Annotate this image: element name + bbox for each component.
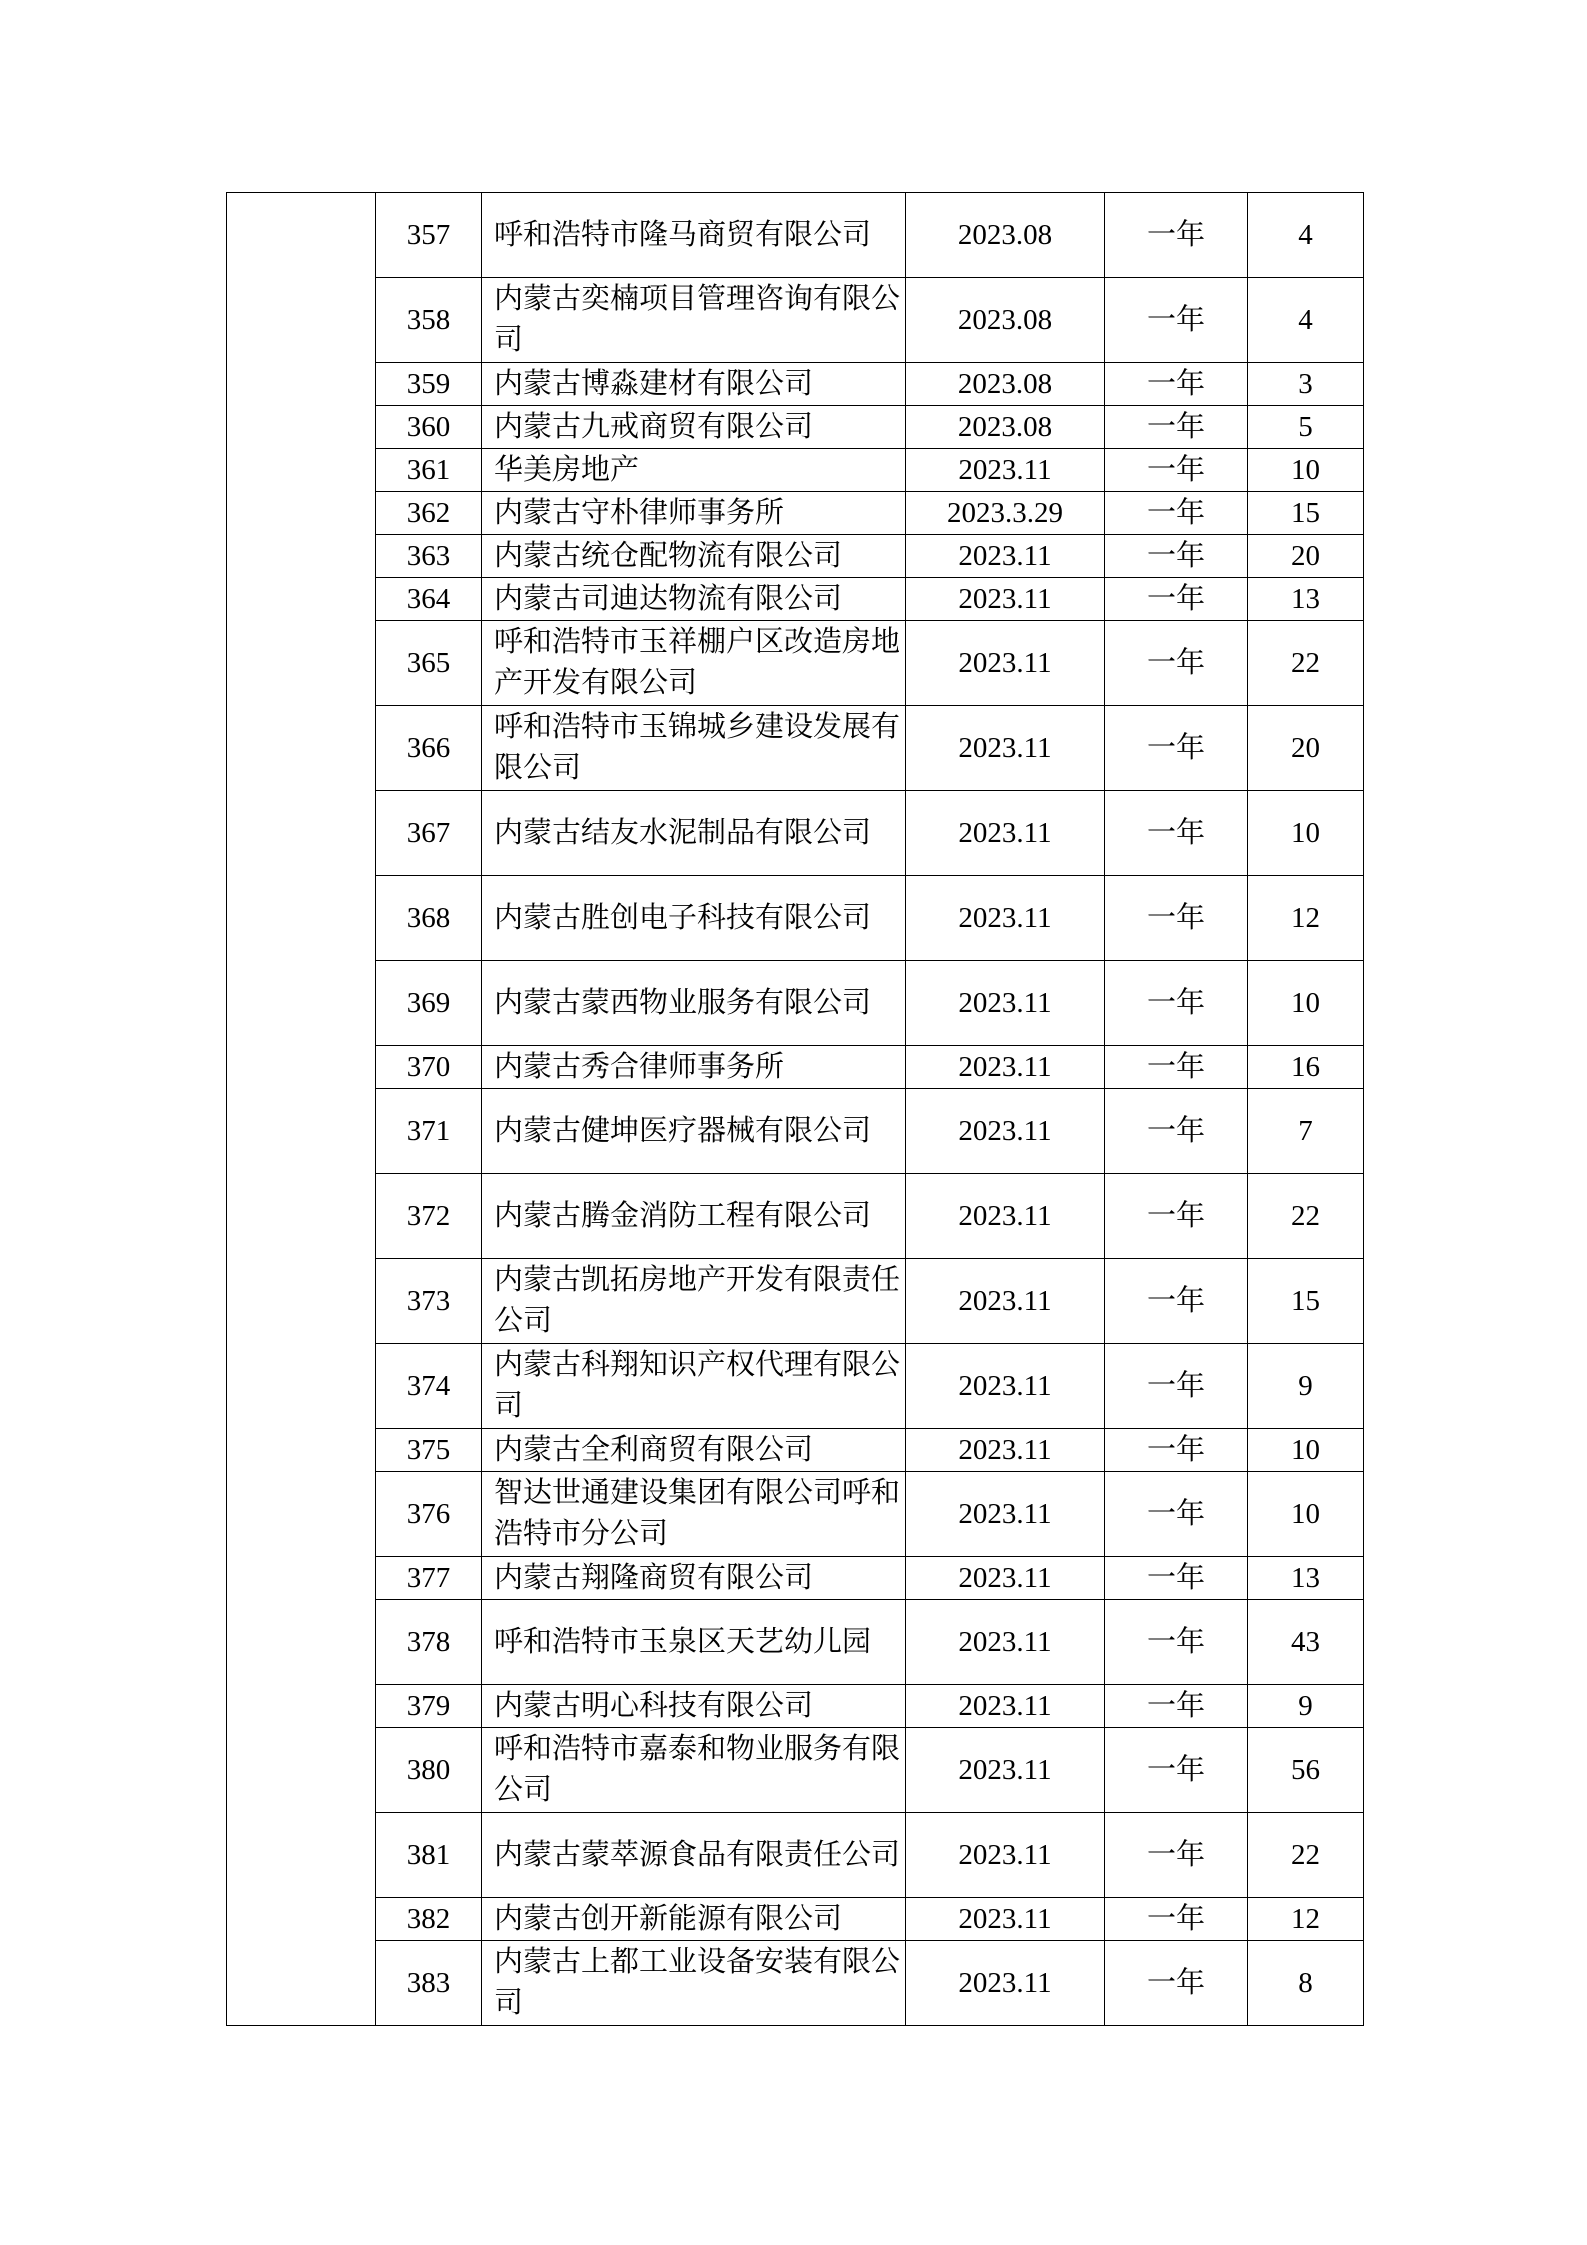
table-row	[227, 876, 1364, 961]
term-cell: 一年	[1105, 1600, 1248, 1685]
row-number-cell: 376	[376, 1472, 482, 1557]
date-cell: 2023.11	[906, 535, 1105, 578]
table-row	[227, 1941, 1364, 2026]
row-number-cell: 359	[376, 363, 482, 406]
date-cell: 2023.11	[906, 578, 1105, 621]
date-cell: 2023.11	[906, 1344, 1105, 1429]
table-row	[227, 1089, 1364, 1174]
category-cell	[227, 193, 376, 2026]
company-name-cell: 内蒙古凯拓房地产开发有限责任公司	[482, 1259, 906, 1344]
term-cell: 一年	[1105, 1259, 1248, 1344]
table-row	[227, 535, 1364, 578]
count-cell: 7	[1248, 1089, 1364, 1174]
term-cell: 一年	[1105, 1557, 1248, 1600]
count-cell: 12	[1248, 876, 1364, 961]
date-cell: 2023.11	[906, 791, 1105, 876]
date-cell: 2023.11	[906, 1429, 1105, 1472]
date-cell: 2023.11	[906, 1174, 1105, 1259]
count-cell: 4	[1248, 193, 1364, 278]
term-cell: 一年	[1105, 706, 1248, 791]
table-row	[227, 578, 1364, 621]
term-cell: 一年	[1105, 1344, 1248, 1429]
term-cell: 一年	[1105, 1046, 1248, 1089]
date-cell: 2023.08	[906, 406, 1105, 449]
count-cell: 9	[1248, 1344, 1364, 1429]
row-number-cell: 371	[376, 1089, 482, 1174]
term-cell: 一年	[1105, 1813, 1248, 1898]
term-cell: 一年	[1105, 621, 1248, 706]
count-cell: 8	[1248, 1941, 1364, 2026]
table-row	[227, 449, 1364, 492]
row-number-cell: 379	[376, 1685, 482, 1728]
table-row	[227, 1174, 1364, 1259]
row-number-cell: 380	[376, 1728, 482, 1813]
term-cell: 一年	[1105, 363, 1248, 406]
company-name-cell: 智达世通建设集团有限公司呼和浩特市分公司	[482, 1472, 906, 1557]
term-cell: 一年	[1105, 1174, 1248, 1259]
date-cell: 2023.11	[906, 1259, 1105, 1344]
count-cell: 10	[1248, 1472, 1364, 1557]
date-cell: 2023.08	[906, 363, 1105, 406]
count-cell: 22	[1248, 1174, 1364, 1259]
row-number-cell: 367	[376, 791, 482, 876]
count-cell: 20	[1248, 535, 1364, 578]
table-row	[227, 1046, 1364, 1089]
table-row	[227, 791, 1364, 876]
company-name-cell: 内蒙古健坤医疗器械有限公司	[482, 1089, 906, 1174]
row-number-cell: 365	[376, 621, 482, 706]
date-cell: 2023.11	[906, 621, 1105, 706]
company-name-cell: 内蒙古统仓配物流有限公司	[482, 535, 906, 578]
table-row	[227, 1898, 1364, 1941]
count-cell: 22	[1248, 621, 1364, 706]
term-cell: 一年	[1105, 406, 1248, 449]
row-number-cell: 366	[376, 706, 482, 791]
count-cell: 4	[1248, 278, 1364, 363]
date-cell: 2023.08	[906, 278, 1105, 363]
date-cell: 2023.11	[906, 1685, 1105, 1728]
row-number-cell: 381	[376, 1813, 482, 1898]
company-name-cell: 内蒙古翔隆商贸有限公司	[482, 1557, 906, 1600]
row-number-cell: 370	[376, 1046, 482, 1089]
company-name-cell: 内蒙古上都工业设备安装有限公司	[482, 1941, 906, 2026]
count-cell: 16	[1248, 1046, 1364, 1089]
row-number-cell: 358	[376, 278, 482, 363]
count-cell: 12	[1248, 1898, 1364, 1941]
date-cell: 2023.11	[906, 449, 1105, 492]
table-row	[227, 492, 1364, 535]
table-row	[227, 1344, 1364, 1429]
table-row	[227, 961, 1364, 1046]
table-row	[227, 1472, 1364, 1557]
term-cell: 一年	[1105, 791, 1248, 876]
table-row	[227, 1429, 1364, 1472]
count-cell: 9	[1248, 1685, 1364, 1728]
count-cell: 10	[1248, 1429, 1364, 1472]
company-name-cell: 呼和浩特市玉泉区天艺幼儿园	[482, 1600, 906, 1685]
table-row	[227, 193, 1364, 278]
company-list-table	[226, 192, 1364, 2026]
date-cell: 2023.11	[906, 961, 1105, 1046]
table-row	[227, 621, 1364, 706]
company-name-cell: 内蒙古明心科技有限公司	[482, 1685, 906, 1728]
term-cell: 一年	[1105, 492, 1248, 535]
company-name-cell: 呼和浩特市嘉泰和物业服务有限公司	[482, 1728, 906, 1813]
company-name-cell: 内蒙古博淼建材有限公司	[482, 363, 906, 406]
table-row	[227, 1557, 1364, 1600]
date-cell: 2023.11	[906, 1813, 1105, 1898]
table-row	[227, 1728, 1364, 1813]
count-cell: 3	[1248, 363, 1364, 406]
term-cell: 一年	[1105, 578, 1248, 621]
row-number-cell: 368	[376, 876, 482, 961]
row-number-cell: 364	[376, 578, 482, 621]
date-cell: 2023.3.29	[906, 492, 1105, 535]
term-cell: 一年	[1105, 1898, 1248, 1941]
count-cell: 20	[1248, 706, 1364, 791]
company-name-cell: 内蒙古守朴律师事务所	[482, 492, 906, 535]
date-cell: 2023.11	[906, 1472, 1105, 1557]
term-cell: 一年	[1105, 1685, 1248, 1728]
table-row	[227, 363, 1364, 406]
date-cell: 2023.08	[906, 193, 1105, 278]
date-cell: 2023.11	[906, 876, 1105, 961]
company-name-cell: 呼和浩特市玉锦城乡建设发展有限公司	[482, 706, 906, 791]
count-cell: 22	[1248, 1813, 1364, 1898]
date-cell: 2023.11	[906, 1898, 1105, 1941]
company-name-cell: 内蒙古科翔知识产权代理有限公司	[482, 1344, 906, 1429]
row-number-cell: 383	[376, 1941, 482, 2026]
company-name-cell: 内蒙古蒙西物业服务有限公司	[482, 961, 906, 1046]
term-cell: 一年	[1105, 1472, 1248, 1557]
term-cell: 一年	[1105, 1429, 1248, 1472]
company-name-cell: 内蒙古全利商贸有限公司	[482, 1429, 906, 1472]
count-cell: 13	[1248, 1557, 1364, 1600]
table-row	[227, 406, 1364, 449]
table-row	[227, 278, 1364, 363]
table-row	[227, 1685, 1364, 1728]
row-number-cell: 357	[376, 193, 482, 278]
term-cell: 一年	[1105, 1728, 1248, 1813]
row-number-cell: 363	[376, 535, 482, 578]
company-name-cell: 呼和浩特市隆马商贸有限公司	[482, 193, 906, 278]
company-name-cell: 内蒙古腾金消防工程有限公司	[482, 1174, 906, 1259]
table-row	[227, 1259, 1364, 1344]
company-name-cell: 内蒙古创开新能源有限公司	[482, 1898, 906, 1941]
term-cell: 一年	[1105, 961, 1248, 1046]
count-cell: 13	[1248, 578, 1364, 621]
term-cell: 一年	[1105, 876, 1248, 961]
row-number-cell: 369	[376, 961, 482, 1046]
company-name-cell: 华美房地产	[482, 449, 906, 492]
count-cell: 15	[1248, 1259, 1364, 1344]
term-cell: 一年	[1105, 278, 1248, 363]
row-number-cell: 374	[376, 1344, 482, 1429]
company-name-cell: 内蒙古蒙萃源食品有限责任公司	[482, 1813, 906, 1898]
term-cell: 一年	[1105, 449, 1248, 492]
term-cell: 一年	[1105, 1941, 1248, 2026]
term-cell: 一年	[1105, 193, 1248, 278]
date-cell: 2023.11	[906, 1941, 1105, 2026]
count-cell: 15	[1248, 492, 1364, 535]
table-row	[227, 1600, 1364, 1685]
company-name-cell: 内蒙古奕楠项目管理咨询有限公司	[482, 278, 906, 363]
row-number-cell: 373	[376, 1259, 482, 1344]
count-cell: 10	[1248, 961, 1364, 1046]
term-cell: 一年	[1105, 535, 1248, 578]
count-cell: 5	[1248, 406, 1364, 449]
count-cell: 10	[1248, 791, 1364, 876]
table-row	[227, 1813, 1364, 1898]
count-cell: 43	[1248, 1600, 1364, 1685]
date-cell: 2023.11	[906, 1728, 1105, 1813]
company-name-cell: 内蒙古九戒商贸有限公司	[482, 406, 906, 449]
company-name-cell: 内蒙古秀合律师事务所	[482, 1046, 906, 1089]
row-number-cell: 375	[376, 1429, 482, 1472]
row-number-cell: 362	[376, 492, 482, 535]
term-cell: 一年	[1105, 1089, 1248, 1174]
date-cell: 2023.11	[906, 1046, 1105, 1089]
company-name-cell: 内蒙古胜创电子科技有限公司	[482, 876, 906, 961]
row-number-cell: 360	[376, 406, 482, 449]
row-number-cell: 377	[376, 1557, 482, 1600]
date-cell: 2023.11	[906, 1089, 1105, 1174]
company-name-cell: 内蒙古司迪达物流有限公司	[482, 578, 906, 621]
row-number-cell: 378	[376, 1600, 482, 1685]
table-row	[227, 706, 1364, 791]
date-cell: 2023.11	[906, 706, 1105, 791]
table-body	[227, 193, 1364, 2026]
row-number-cell: 361	[376, 449, 482, 492]
date-cell: 2023.11	[906, 1557, 1105, 1600]
count-cell: 10	[1248, 449, 1364, 492]
company-name-cell: 内蒙古结友水泥制品有限公司	[482, 791, 906, 876]
date-cell: 2023.11	[906, 1600, 1105, 1685]
row-number-cell: 372	[376, 1174, 482, 1259]
row-number-cell: 382	[376, 1898, 482, 1941]
company-name-cell: 呼和浩特市玉祥棚户区改造房地产开发有限公司	[482, 621, 906, 706]
count-cell: 56	[1248, 1728, 1364, 1813]
